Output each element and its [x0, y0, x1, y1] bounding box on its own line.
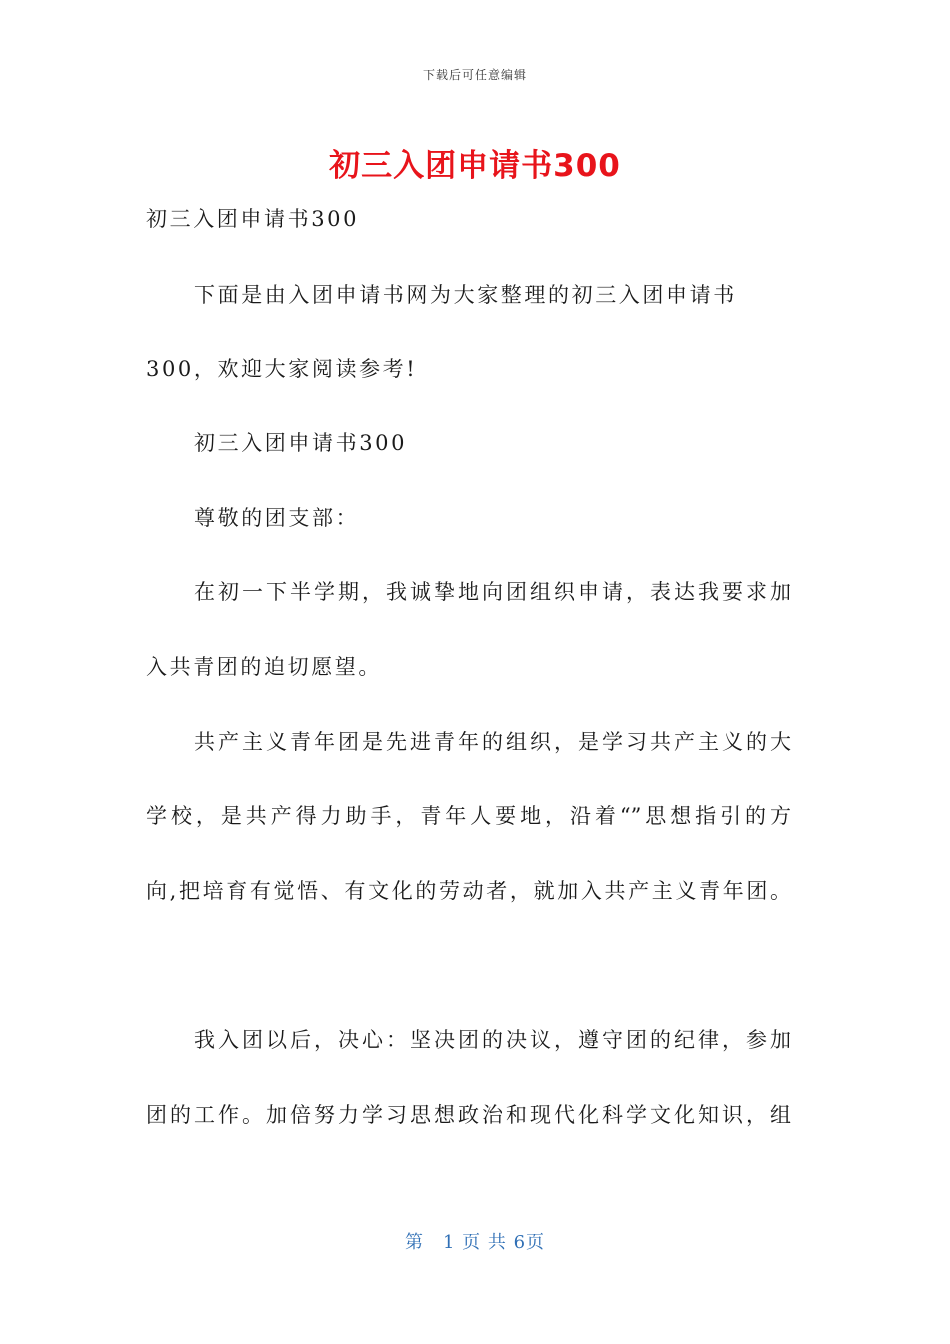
body-line: 初三入团申请书300: [146, 207, 360, 231]
body-line: 在初一下半学期，我诚挚地向团组织申请，表达我要求加: [194, 580, 791, 604]
body-line: 下面是由入团申请书网为大家整理的初三入团申请书: [194, 283, 737, 307]
document-title: 初三入团申请书300: [329, 148, 621, 184]
body-line: 团的工作。加倍努力学习思想政治和现代化科学文化知识，组: [146, 1103, 791, 1127]
header-note: 下载后可任意编辑: [422, 68, 527, 82]
page-footer: 第 1 页 共 6页: [404, 1232, 546, 1253]
body-line: 入共青团的迫切愿望。: [146, 655, 382, 679]
body-line: 尊敬的团支部：: [194, 506, 360, 530]
body-line: 学校，是共产得力助手，青年人要地，沿着“”思想指引的方: [146, 804, 791, 828]
body-line: 初三入团申请书300: [194, 431, 408, 455]
body-line: 向,把培育有觉悟、有文化的劳动者，就加入共产主义青年团。: [146, 879, 791, 903]
body-line: 我入团以后，决心：坚决团的决议，遵守团的纪律，参加: [194, 1028, 791, 1052]
body-line: 300，欢迎大家阅读参考!: [146, 357, 418, 381]
body-line: 共产主义青年团是先进青年的组织，是学习共产主义的大: [194, 730, 791, 754]
